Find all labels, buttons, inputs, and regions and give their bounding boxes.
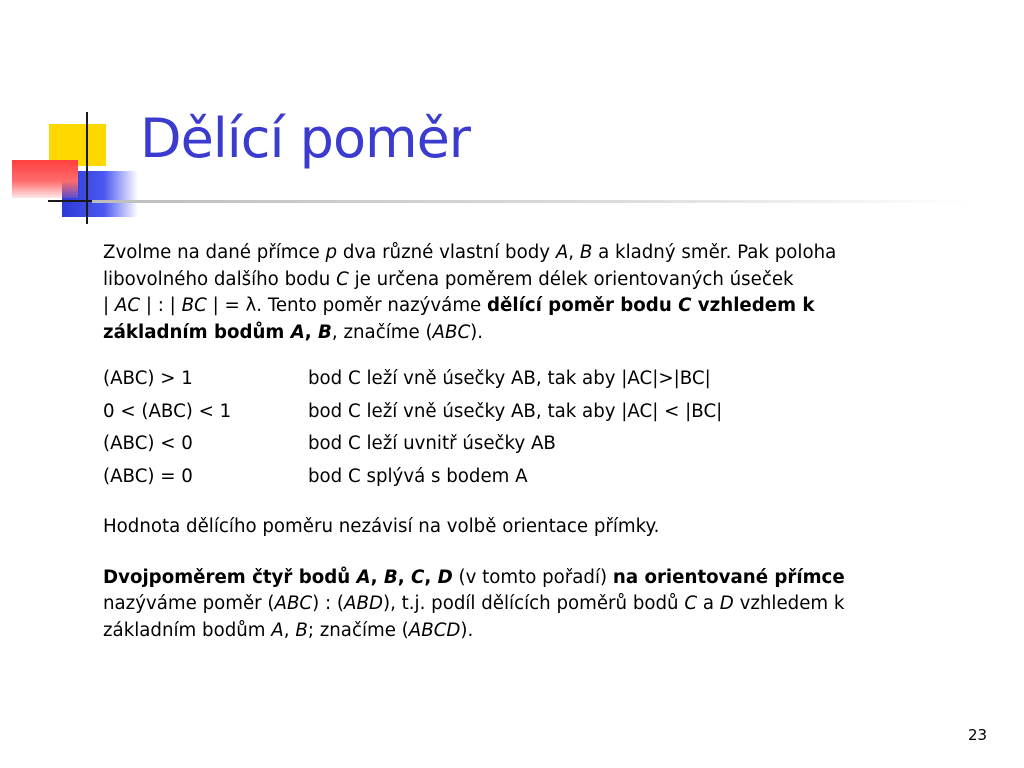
page-number: 23 — [968, 726, 988, 744]
text: ). — [460, 619, 474, 641]
var-a: A — [271, 619, 284, 641]
bold-var-b: B — [383, 566, 398, 588]
cross-ratio-paragraph — [103, 565, 923, 645]
text: , — [283, 619, 296, 641]
table-cell-condition: 0 < (ABC) < 1 — [103, 400, 232, 422]
bold-var-c: C — [678, 295, 692, 316]
table-cell-condition: (ABC) = 0 — [103, 465, 193, 487]
var-abcd: ABCD — [408, 619, 461, 641]
var-abc: ABC — [274, 593, 313, 614]
var-c: C — [336, 268, 349, 290]
slide-title: Dělící poměr — [140, 107, 471, 170]
slide-body — [103, 240, 923, 644]
var-b: B — [579, 242, 593, 263]
var-c: C — [684, 593, 698, 614]
text: vzhledem k základním bodům — [103, 593, 845, 641]
text: ; značíme ( — [307, 619, 409, 641]
bold-term: na orientované přímce — [612, 566, 845, 588]
var-ac: AC — [114, 295, 141, 316]
text: Zvolme na dané přímce — [103, 242, 326, 263]
table-cell-condition: (ABC) > 1 — [103, 368, 193, 389]
var-d: D — [719, 593, 734, 614]
bold-text: , — [397, 566, 411, 588]
text: , — [568, 242, 580, 263]
ratio-cases-table — [103, 366, 923, 496]
bold-var-a: A — [356, 566, 371, 588]
bold-term: vzhledem k základním bodům — [103, 295, 815, 343]
text: (v tomto pořadí) — [452, 566, 613, 588]
text: | — [103, 295, 115, 316]
text: dva různé vlastní body — [337, 242, 556, 263]
table-row — [103, 431, 923, 464]
table-cell-condition: (ABC) < 0 — [103, 433, 193, 454]
bold-term: dělící poměr bodu — [487, 295, 679, 316]
text: | = λ. Tento poměr nazýváme — [206, 295, 488, 316]
text: nazýváme poměr ( — [103, 593, 275, 614]
text: a — [697, 593, 720, 614]
bold-var-d: D — [437, 566, 453, 588]
bold-var-b: B — [318, 321, 332, 343]
bold-text: , — [304, 321, 319, 343]
table-row — [103, 464, 923, 497]
definition-paragraph — [103, 240, 923, 346]
text: ). — [470, 321, 484, 343]
bold-text: , — [424, 566, 438, 588]
bold-term: Dvojpoměrem čtyř bodů — [103, 566, 357, 588]
table-cell-description: bod C leží vně úsečky AB, tak aby |AC| < |BC| — [308, 400, 723, 422]
text: je určena poměrem délek orientovaných úseček — [348, 268, 794, 290]
bold-var-a: A — [290, 321, 305, 343]
text: ) : ( — [312, 593, 345, 614]
orientation-note: Hodnota dělícího poměru nezávisí na volbě orientace přímky. — [103, 516, 660, 537]
text: a kladný směr. Pak poloha libovolného dalšího bodu — [103, 242, 837, 290]
var-a: A — [555, 242, 569, 263]
title-underline — [92, 200, 972, 203]
table-row — [103, 399, 923, 432]
table-cell-description: bod C leží uvnitř úsečky AB — [308, 433, 556, 454]
red-square-decoration — [12, 160, 78, 198]
vertical-line-decoration — [86, 112, 88, 224]
var-b: B — [295, 619, 308, 641]
var-abd: ABD — [344, 593, 383, 614]
table-row — [103, 366, 923, 399]
bold-text: , — [370, 566, 384, 588]
text: | : | — [140, 295, 182, 316]
text: , značíme ( — [331, 321, 433, 343]
var-abc: ABC — [432, 321, 471, 343]
table-cell-description: bod C splývá s bodem A — [308, 465, 528, 487]
var-bc: BC — [181, 295, 207, 316]
decorative-logo — [0, 0, 140, 230]
bold-var-c: C — [410, 566, 425, 588]
table-cell-description: bod C leží vně úsečky AB, tak aby |AC|>|BC| — [308, 368, 711, 389]
var-p: p — [325, 242, 338, 263]
text: ), t.j. podíl dělících poměrů bodů — [382, 593, 685, 614]
